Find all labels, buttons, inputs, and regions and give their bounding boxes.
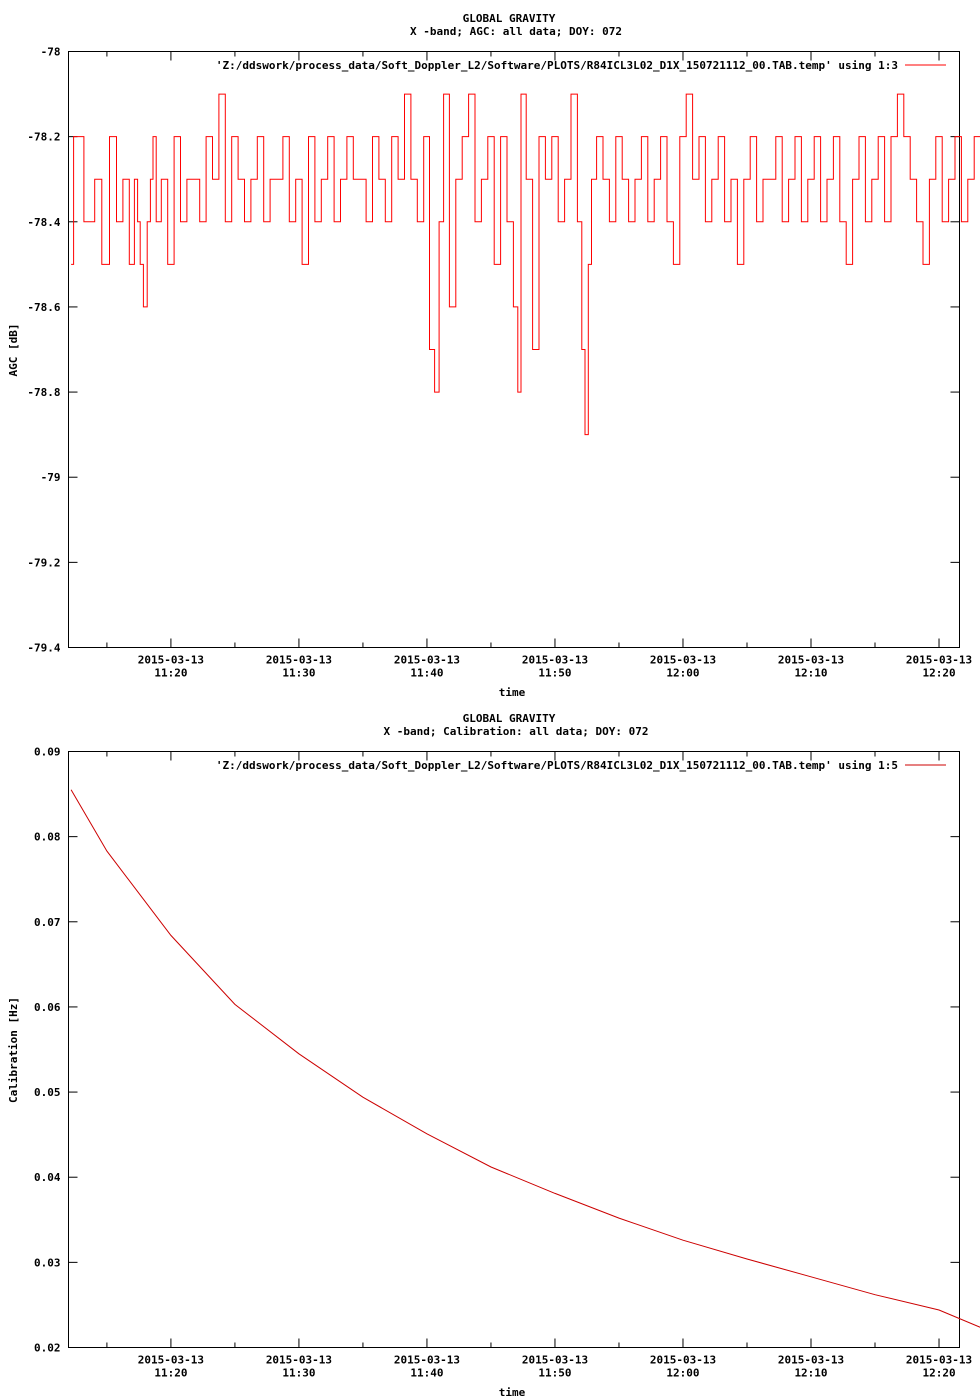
agc-x-tick-time: 11:40 xyxy=(410,666,444,680)
agc-x-tick-date: 2015-03-13 xyxy=(521,653,589,667)
agc-x-tick-date: 2015-03-13 xyxy=(393,653,461,667)
calibration-x-axis-label: time xyxy=(498,1386,526,1399)
calibration-y-tick-label: 0.04 xyxy=(34,1171,61,1185)
calibration-x-tick-date: 2015-03-13 xyxy=(521,1353,589,1367)
calibration-x-tick-time: 11:30 xyxy=(282,1366,316,1380)
calibration-chart-title: GLOBAL GRAVITY xyxy=(462,712,556,725)
calibration-chart-subtitle: X -band; Calibration: all data; DOY: 072 xyxy=(383,725,649,738)
agc-chart-title: GLOBAL GRAVITY xyxy=(462,12,556,25)
agc-y-tick-label: -78.2 xyxy=(27,130,61,144)
agc-panel xyxy=(7,12,980,699)
agc-y-tick-label: -78.6 xyxy=(27,300,61,314)
agc-x-tick-date: 2015-03-13 xyxy=(905,653,973,667)
calibration-y-tick-label: 0.03 xyxy=(34,1256,61,1270)
calibration-y-tick-label: 0.02 xyxy=(34,1341,61,1355)
agc-series-line xyxy=(71,94,980,435)
agc-x-tick-time: 11:20 xyxy=(154,666,188,680)
agc-y-tick-label: -79 xyxy=(40,471,61,485)
agc-x-tick-date: 2015-03-13 xyxy=(137,653,205,667)
calibration-x-tick-date: 2015-03-13 xyxy=(905,1353,973,1367)
calibration-y-tick-label: 0.05 xyxy=(34,1086,61,1100)
calibration-x-tick-time: 11:50 xyxy=(538,1366,572,1380)
calibration-x-tick-date: 2015-03-13 xyxy=(777,1353,845,1367)
agc-x-tick-date: 2015-03-13 xyxy=(777,653,845,667)
calibration-x-tick-date: 2015-03-13 xyxy=(137,1353,205,1367)
agc-x-tick-time: 11:50 xyxy=(538,666,572,680)
agc-legend-label: 'Z:/ddswork/process_data/Soft_Doppler_L2/Software/PLOTS/R84ICL3L02_D1X_150721112_00.TAB.temp' using 1:3 xyxy=(215,59,898,72)
agc-y-tick-label: -78 xyxy=(40,45,61,59)
calibration-panel xyxy=(7,712,980,1399)
calibration-x-tick-time: 12:20 xyxy=(922,1366,956,1380)
agc-x-axis-label: time xyxy=(498,686,526,699)
agc-y-tick-label: -79.2 xyxy=(27,556,61,570)
calibration-x-tick-date: 2015-03-13 xyxy=(649,1353,717,1367)
calibration-x-tick-time: 12:10 xyxy=(794,1366,828,1380)
calibration-x-tick-time: 11:20 xyxy=(154,1366,188,1380)
calibration-y-tick-label: 0.06 xyxy=(34,1000,61,1014)
calibration-x-tick-time: 11:40 xyxy=(410,1366,444,1380)
calibration-x-tick-date: 2015-03-13 xyxy=(393,1353,461,1367)
calibration-y-tick-label: 0.08 xyxy=(34,830,61,844)
calibration-y-axis-label: Calibration [Hz] xyxy=(7,997,20,1103)
calibration-legend-label: 'Z:/ddswork/process_data/Soft_Doppler_L2/Software/PLOTS/R84ICL3L02_D1X_150721112_00.TAB.temp' using 1:5 xyxy=(215,759,898,772)
calibration-y-tick-label: 0.09 xyxy=(34,745,61,759)
agc-chart-subtitle: X -band; AGC: all data; DOY: 072 xyxy=(410,25,622,38)
calibration-x-tick-time: 12:00 xyxy=(666,1366,700,1380)
agc-x-tick-time: 12:10 xyxy=(794,666,828,680)
calibration-series-line xyxy=(71,790,980,1335)
agc-x-tick-date: 2015-03-13 xyxy=(265,653,333,667)
agc-x-tick-time: 12:00 xyxy=(666,666,700,680)
agc-x-ticks xyxy=(107,52,972,680)
calibration-y-ticks xyxy=(34,746,960,1355)
agc-x-tick-date: 2015-03-13 xyxy=(649,653,717,667)
agc-x-tick-time: 11:30 xyxy=(282,666,316,680)
agc-y-tick-label: -79.4 xyxy=(27,641,61,655)
calibration-y-tick-label: 0.07 xyxy=(34,915,61,929)
agc-y-axis-label: AGC [dB] xyxy=(7,323,20,377)
agc-x-tick-time: 12:20 xyxy=(922,666,956,680)
calibration-x-tick-date: 2015-03-13 xyxy=(265,1353,333,1367)
agc-plot-frame xyxy=(69,52,960,648)
calibration-plot-frame xyxy=(69,752,960,1348)
agc-y-tick-label: -78.4 xyxy=(27,215,61,229)
agc-y-tick-label: -78.8 xyxy=(27,386,61,400)
